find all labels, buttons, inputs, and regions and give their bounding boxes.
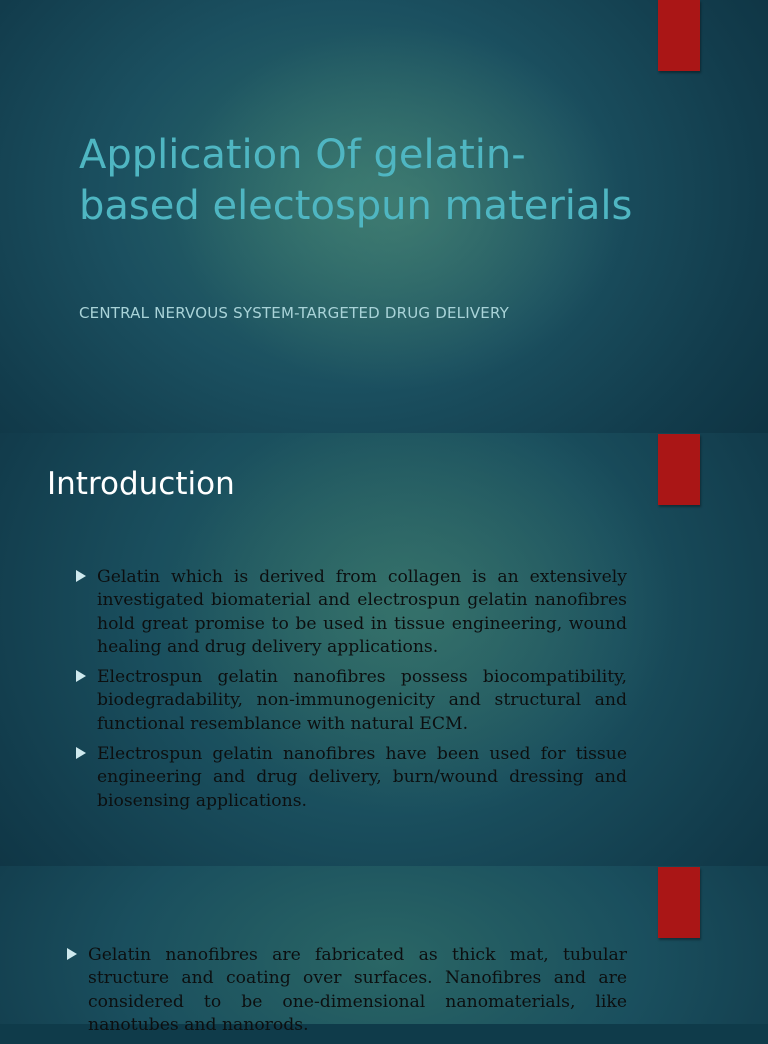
bullet-text: Gelatin which is derived from collagen is an extensively investigated biomaterial and electrospun gelatin nanofibres hold great promise to be used in tissue engineering, wound healing and drug delivery applications. — [97, 567, 627, 657]
list-item — [76, 566, 627, 659]
slide-subtitle: CENTRAL NERVOUS SYSTEM-TARGETED DRUG DELIVERY — [79, 304, 509, 322]
bullet-text: Gelatin nanofibres are fabricated as thick mat, tubular structure and coating over surfaces. Nanofibres and are considered to be one-dimensional nanomaterials, like nanotubes and nanorods. — [88, 945, 627, 1035]
triangle-bullet-icon — [76, 670, 86, 682]
list-item — [76, 666, 627, 736]
triangle-bullet-icon — [76, 570, 86, 582]
triangle-bullet-icon — [67, 948, 77, 960]
bullet-list — [67, 944, 627, 1044]
slide-heading: Introduction — [47, 466, 235, 502]
bullet-text: Electrospun gelatin nanofibres have been used for tissue engineering and drug delivery, burn/wound dressing and biosensing applications. — [97, 744, 627, 811]
triangle-bullet-icon — [76, 747, 86, 759]
accent-tab — [658, 0, 700, 71]
bullet-text: Electrospun gelatin nanofibres possess biocompatibility, biodegradability, non-immunogenicity and structural and functional resemblance with natural ECM. — [97, 667, 627, 734]
list-item — [67, 944, 627, 1037]
introduction-slide — [0, 433, 768, 866]
bullet-list — [76, 566, 627, 820]
nanofibres-slide — [0, 866, 768, 1035]
accent-tab — [658, 867, 700, 938]
list-item — [76, 743, 627, 813]
slide-title: Application Of gelatin-based electospun materials — [79, 132, 633, 229]
title-slide — [0, 0, 768, 433]
accent-tab — [658, 434, 700, 505]
